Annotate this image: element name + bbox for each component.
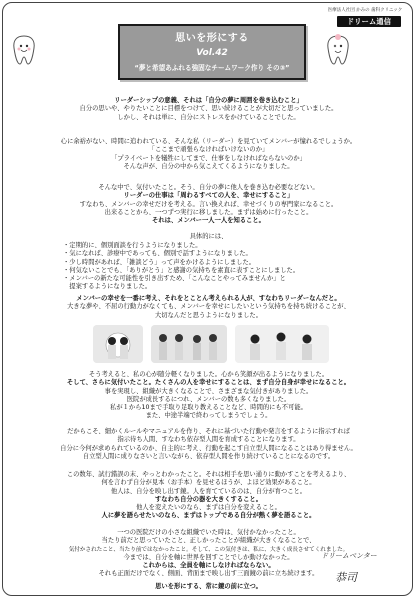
newsletter-frame <box>2 2 413 596</box>
list-item: ・定期的に、個別面談を行うようになりました。 <box>63 242 202 249</box>
paragraph-8 <box>15 471 402 521</box>
paragraph-6 <box>15 371 402 421</box>
text-line: そんな中で、気付いたこと。そう、自分の夢に他人を巻き込む必要などない。 <box>98 184 319 191</box>
text-line: 何を言わず自分が見本（お手本）を見せるほうが、よほど効果があること。 <box>101 479 316 487</box>
clinic-brand-name: 医療法人社団 かみの 歯科クリニック <box>327 8 403 13</box>
signature-name: 恭司 <box>335 571 357 584</box>
text-line: 大切なんだと思うようになりました。 <box>154 311 263 319</box>
list-item: ・何気ないことでも、「ありがとう」と感謝の気持ちを素直に表すことにしました。 <box>63 266 300 274</box>
text-line: 具体的には、 <box>189 233 228 240</box>
page-subtitle: “夢と希望あふれる強固なチームワーク作り その③” <box>134 64 290 72</box>
text-line: この数年、試行錯誤の末、やっとわかったこと。それは相手を思い通りに動かすことを考えるより、 <box>66 471 351 478</box>
text-line: 「ここまで頑張らなければいけないのか」 <box>148 146 269 154</box>
list-intro <box>15 233 402 241</box>
list-item: ・少し時間があれば、「雑談どう」って声をかけるようにしました。 <box>63 258 256 266</box>
text-line: また、中途半端で終わってしまうでしょう。 <box>145 412 272 420</box>
text-line: それも正面だけでなく、側面、背面まで映し出す三面鏡の前に立ち続けます。 <box>98 570 319 578</box>
text-line: しかし、それは単に、自分にストレスをかけていることでした。 <box>117 113 300 121</box>
text-line: 気付かされたこと、当たり前ではなかったこと。そして、この気付きは、私に、大きく成長させてくれました。 <box>68 546 349 553</box>
title-banner <box>118 24 306 80</box>
page-title: 思いを形にする <box>175 33 249 44</box>
text-line: リーダーシップの意義、それは「自分の夢に周囲を巻き込むこと」 <box>114 97 303 104</box>
text-line: これからは、全員を軸にしなければならない。 <box>142 562 275 570</box>
text-line: そして、さらに気付いたこと。たくさんの人を幸せにすることは、まず自分自身が幸せになること。 <box>66 379 351 387</box>
text-line: 自分に今何が求められているのか、自主的に考え、行動を起こす自立型人間になることはあり得ません。 <box>60 444 357 452</box>
text-line: 「プライベートを犠牲にしてまで、仕事をしなければならないのか」 <box>111 154 306 162</box>
text-line: だからこそ、細かくルールやマニュアルを作り、それに基づいた行動や発言をするように指示すれば <box>67 428 350 435</box>
paragraph-7 <box>15 428 402 461</box>
paragraph-3 <box>15 184 402 225</box>
tooth-mascot-icon <box>325 33 351 67</box>
text-line: 医院が成長するにつれ、メンバーの数も多くなりました。 <box>126 395 291 403</box>
text-line: 大きな夢や、不屈の行動力がなくても、メンバーを幸せにしたいという気持ちを持ち続けることが、 <box>67 303 350 311</box>
text-line: 事を実現し、組織が大きくなることで、さまざまな気付きがありました。 <box>104 387 313 395</box>
text-line: 出来ることから、一つずつ実行に移しました。まずは始めに行ったこと。 <box>104 208 313 216</box>
action-list <box>63 242 393 292</box>
text-line: そう考えると、私の心が随分軽くなりました。心から笑顔が出るようになりました。 <box>88 371 329 378</box>
text-line: 他人は、自分を映し出す鏡。人を育てているのは、自分が育つこと。 <box>110 487 307 495</box>
text-line: 他人を変えたいのなら、まずは自分を変えること。 <box>136 504 281 512</box>
text-line: 心に余裕がない、時間に追われている、そんな私（リーダー）を見ていてメンバーが憧れるでしょうか。 <box>60 138 357 145</box>
text-line: 今までは、自分を軸に世界を回すことでしか動けなかった。 <box>123 553 294 561</box>
text-line: 人に夢を語らせたいのなら、まずはトップである自分が熱く夢を語ること。 <box>101 512 316 520</box>
volume-label: Vol.42 <box>196 48 228 58</box>
newsletter-badge: ドリーム通信 <box>337 16 401 27</box>
photo-strip <box>93 325 329 363</box>
list-item: ・メンバーの新たな可能性を引き出すため、「こんなことやってみませんか」と <box>63 275 286 283</box>
paragraph-5 <box>15 295 402 320</box>
text-line: リーダーの仕事は「周わるすべての人を、幸せにすること」 <box>123 192 294 200</box>
text-line: 私が１から10まで手取り足取り教えることなど、時間的にも不可能。 <box>110 404 307 412</box>
text-line: それは、メンバー一人一人を知ること。 <box>152 217 265 225</box>
list-item: 提案するようになりました。 <box>63 283 152 291</box>
text-line: すなわち、メンバーの幸せだけを考える。言い換えれば、幸せづくりの専門家になること。 <box>79 200 338 208</box>
text-line: 一つの医院だけの小さな組織でいた時は、気付かなかったこと。 <box>117 529 300 536</box>
paragraph-1 <box>15 97 402 122</box>
text-line: 思いを形にする、常に鏡の前に立つ。 <box>155 583 262 590</box>
tooth-mascot-icon <box>11 33 37 67</box>
text-line: そんな声が、自分の中から気こえてくるようになりました。 <box>123 162 294 170</box>
text-line: 自分の思いや、やりたいことに目標をつけて、思い続けることが大切だと思っていました。 <box>79 105 338 113</box>
text-line: 指示待ち人間、すなわち依存型人間を育成することになります。 <box>117 436 300 444</box>
paragraph-2 <box>15 138 402 171</box>
text-line: すなわち自分の器を大きくすること。 <box>154 495 263 503</box>
staff-photo <box>151 325 227 363</box>
text-line: 自立型人間に成りなさいと言いながら、依存型人間を作り続けていることになるのです。 <box>82 452 335 460</box>
list-item: ・気になれば、診療中であっても、個別で話すようになりました。 <box>63 250 252 258</box>
text-line: 当たり前だと思っていたこと、正しかったことが組織が大きくなることで、 <box>101 537 316 545</box>
staff-photo <box>235 325 329 363</box>
signature-role: ドリームベンター <box>321 552 377 560</box>
staff-photo <box>93 325 143 363</box>
text-line: メンバーの幸せを一番に考え、それをとことん考えられる人が、すなわちリーダーなんだと。 <box>76 295 341 302</box>
